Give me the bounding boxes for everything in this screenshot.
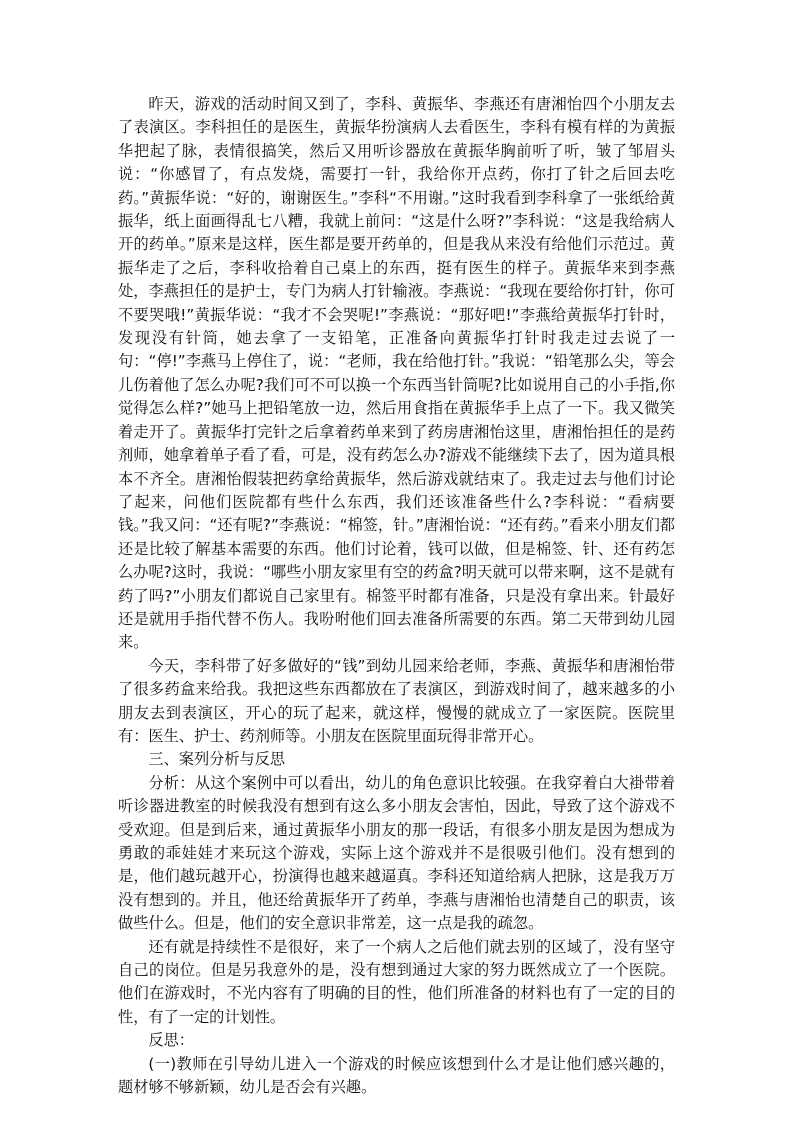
paragraph-today-hospital: 今天，李科带了好多做好的“钱”到幼儿园来给老师，李燕、黄振华和唐湘怡带了很多药盒来给我。我把这些东西都放在了表演区，到游戏时间了，越来越多的小朋友去到表演区，开心的玩了起来，就这样，慢慢的就成立了一家医院。医院里有：医生、护士、药剂师等。小朋友在医院里面玩得非常开心。 — [118, 656, 675, 745]
paragraph-reflection-one: (一)教师在引导幼儿进入一个游戏的时候应该想到什么才是让他们感兴趣的，题材够不够新颖，幼儿是否会有兴趣。 — [118, 1054, 675, 1097]
document-body — [118, 93, 675, 1099]
paragraph-yesterday-game: 昨天，游戏的活动时间又到了，李科、黄振华、李燕还有唐湘怡四个小朋友去了表演区。李科担任的是医生，黄振华扮演病人去看医生，李科有模有样的为黄振华把起了脉，表情很搞笑，然后又用听诊器放在黄振华胸前听了听，皱了邹眉头说：“你感冒了，有点发烧，需要打一针，我给你开点药，你打了针之后回去吃药。”黄振华说：“好的，谢谢医生。”李科“不用谢。”这时我看到李科拿了一张纸给黄振华，纸上面画得乱七八糟，我就上前问：“这是什么呀?”李科说：“这是我给病人开的药单。”原来是这样，医生都是要开药单的，但是我从来没有给他们示范过。黄振华走了之后，李科收拾着自己桌上的东西，挺有医生的样子。黄振华来到李燕处，李燕担任的是护士，专门为病人打针输液。李燕说：“我现在要给你打针，你可不要哭哦!”黄振华说：“我才不会哭呢!”李燕说：“那好吧!”李燕给黄振华打针时，发现没有针筒，她去拿了一支铅笔，正准备向黄振华打针时我走过去说了一句：“停!”李燕马上停住了，说：“老师，我在给他打针。”我说：“铅笔那么尖，等会儿伤着他了怎么办呢?我们可不可以换一个东西当针筒呢?比如说用自己的小手指,你觉得怎么样?”她马上把铅笔放一边，然后用食指在黄振华手上点了一下。我又微笑着走开了。黄振华打完针之后拿着药单来到了药房唐湘怡这里，唐湘怡担任的是药剂师，她拿着单子看了看，可是，没有药怎么办?游戏不能继续下去了，因为道具根本不齐全。唐湘怡假装把药拿给黄振华，然后游戏就结束了。我走过去与他们讨论了起来，问他们医院都有些什么东西，我们还该准备些什么?李科说：“看病要钱。”我又问：“还有呢?”李燕说：“棉签，针。”唐湘怡说：“还有药。”看来小朋友们都还是比较了解基本需要的东西。他们讨论着，钱可以做，但是棉签、针、还有药怎么办呢?这时，我说：“哪些小朋友家里有空的药盒?明天就可以带来啊，这不是就有药了吗?”小朋友们都说自己家里有。棉签平时都有准备，只是没有拿出来。针最好还是就用手指代替不伤人。我吩咐他们回去准备所需要的东西。第二天带到幼儿园来。 — [118, 95, 675, 652]
paragraph-analysis: 分析：从这个案例中可以看出，幼儿的角色意识比较强。在我穿着白大褂带着听诊器进教室的时候我没有想到有这么多小朋友会害怕，因此，导致了这个游戏不受欢迎。但是到后来，通过黄振华小朋友的那一段话，有很多小朋友是因为想成为勇敢的乖娃娃才来玩这个游戏，实际上这个游戏并不是很吸引他们。没有想到的是，他们越玩越开心，扮演得也越来越逼真。李科还知道给病人把脉，这是我万万没有想到的。并且，他还给黄振华开了药单，李燕与唐湘怡也清楚自己的职责，该做些什么。但是，他们的安全意识非常差，这一点是我的疏忽。 — [118, 773, 675, 933]
paragraph-continuity: 还有就是持续性不是很好，来了一个病人之后他们就去别的区域了，没有坚守自己的岗位。但是另我意外的是，没有想到通过大家的努力既然成立了一个医院。他们在游戏时，不光内容有了明确的目的性，他们所准备的材料也有了一定的目的性，有了一定的计划性。 — [118, 937, 675, 1026]
section-heading-analysis: 三、案列分析与反思 — [148, 750, 286, 769]
paragraph-reflection-label: 反思： — [148, 1031, 194, 1050]
